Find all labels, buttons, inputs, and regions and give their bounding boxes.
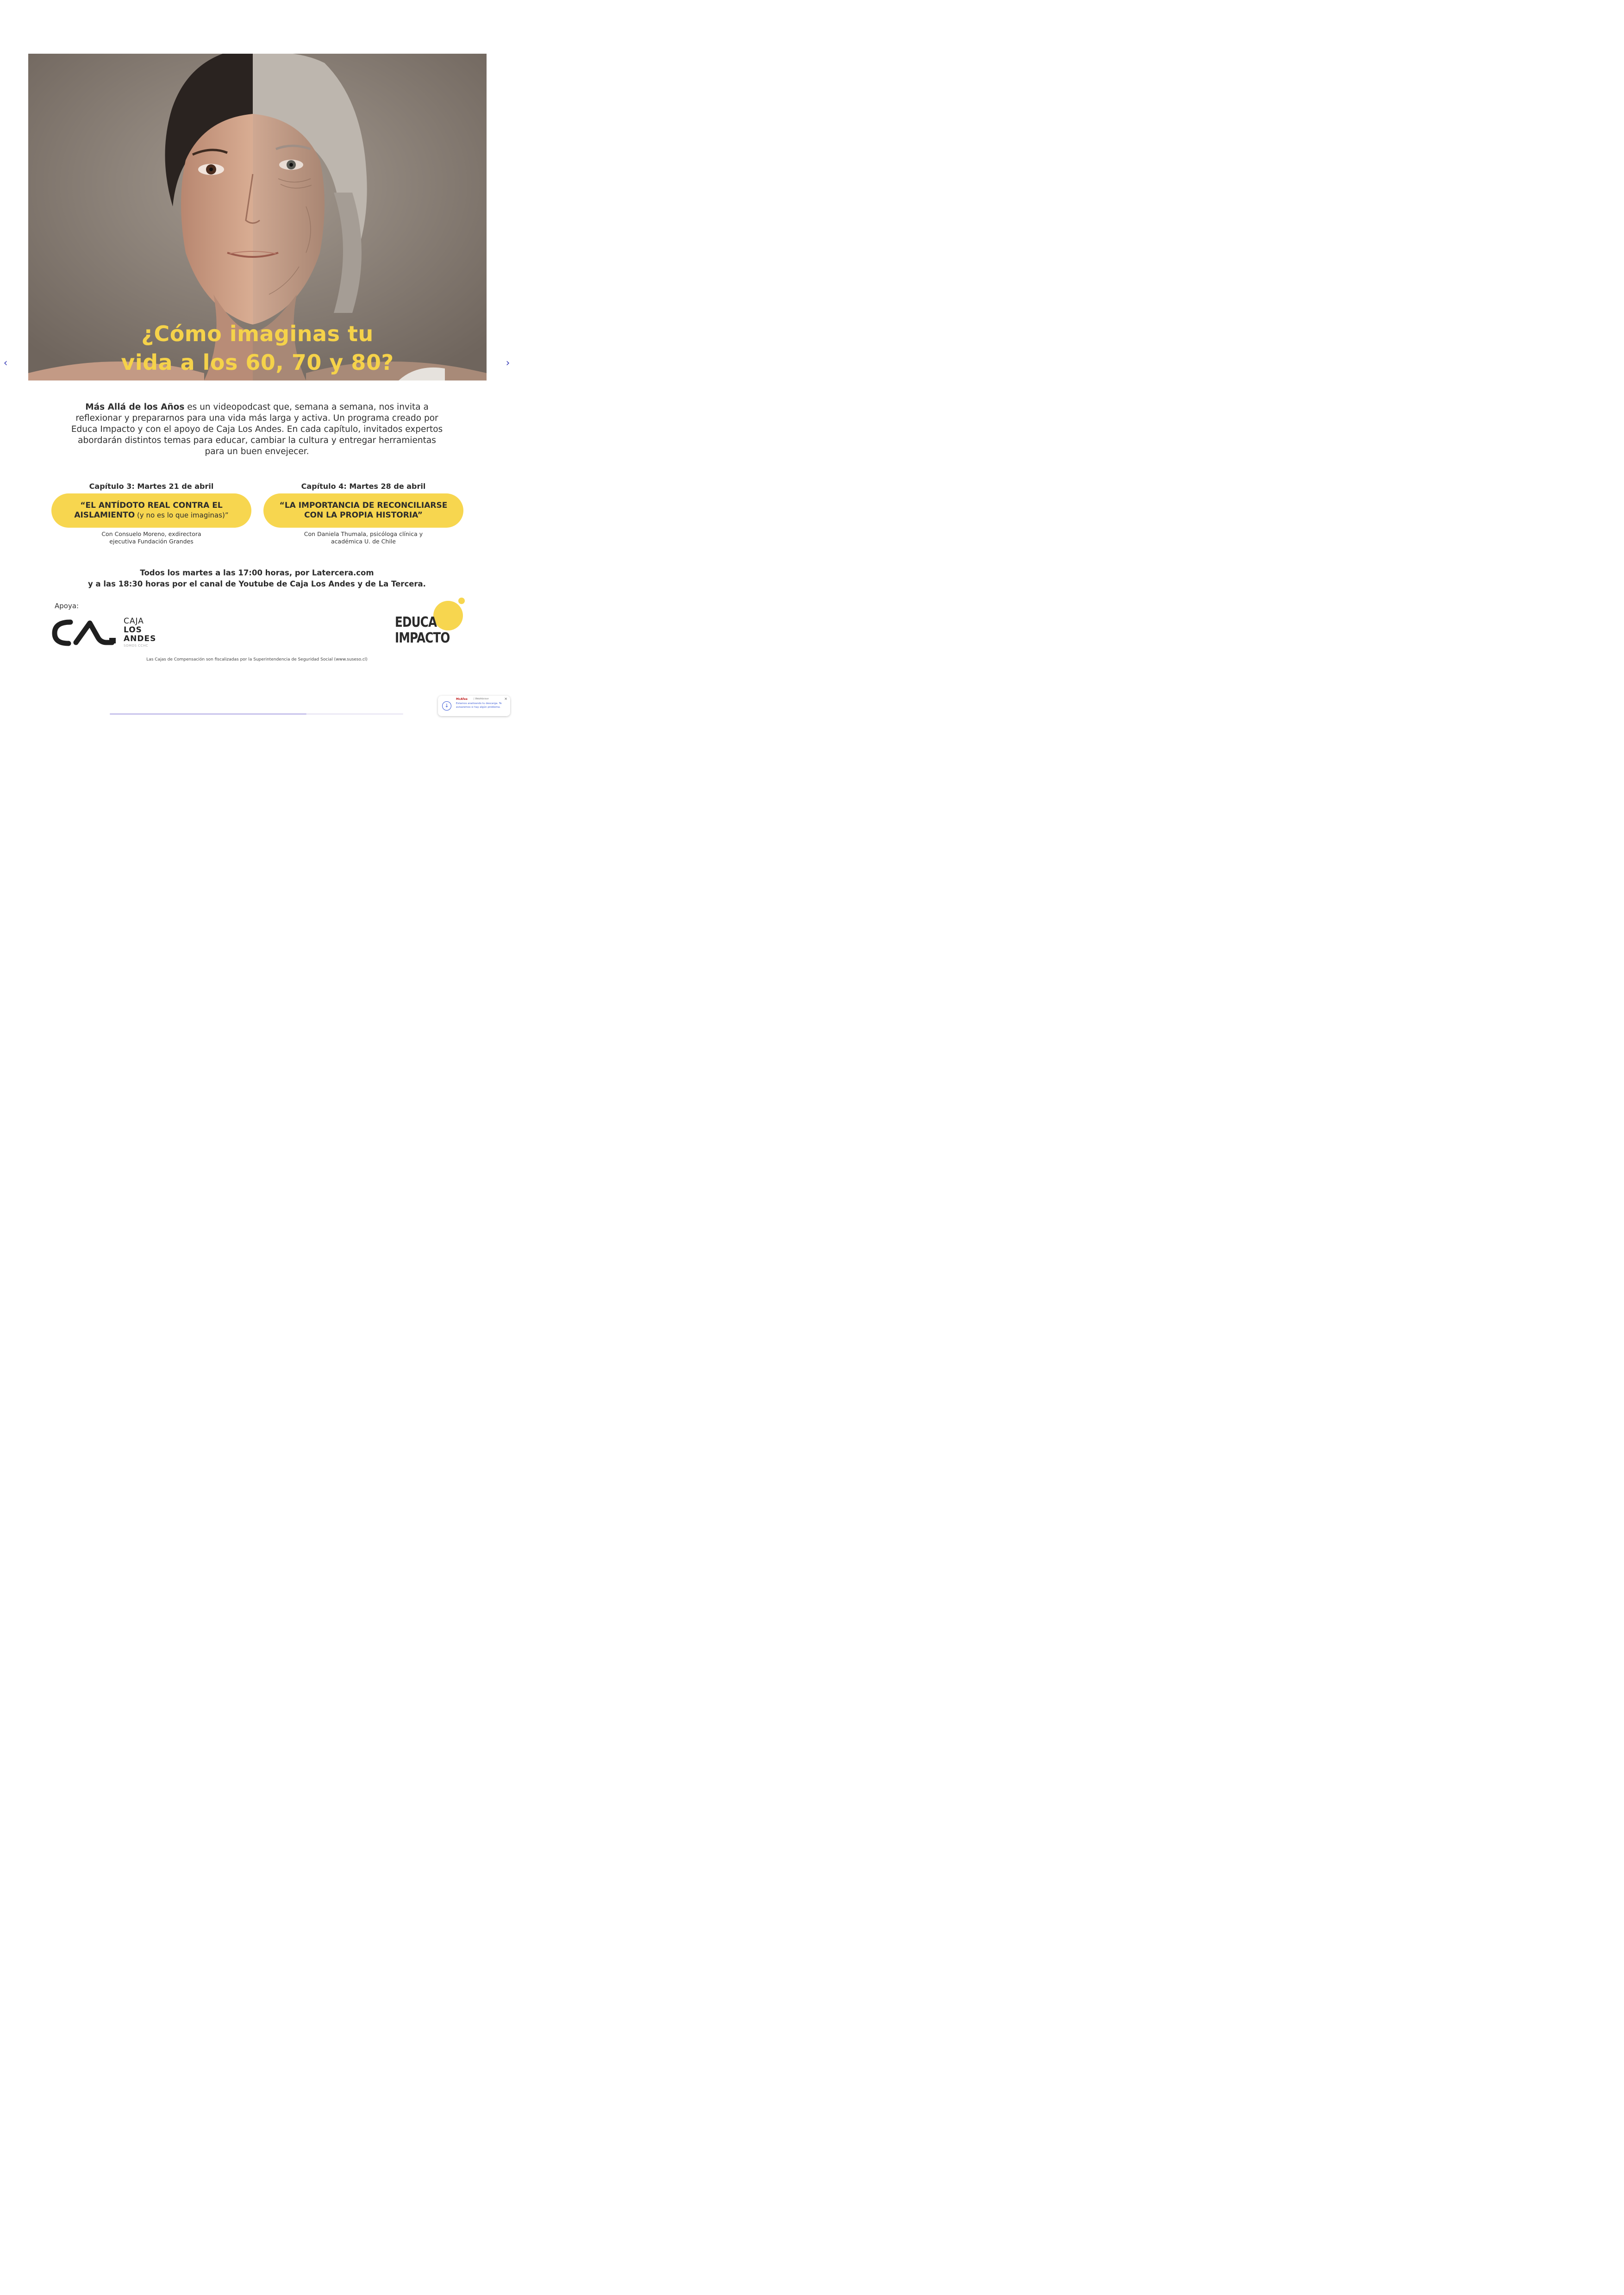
andes-line: ANDES <box>124 634 156 643</box>
caja-line: CAJA <box>124 617 144 626</box>
chapter-title-line2: AISLAMIENTO <box>74 511 135 520</box>
chapter-title-line2: CON LA PROPIA HISTORIA” <box>304 511 423 520</box>
chapter-date: Capítulo 3: Martes 21 de abril <box>89 482 214 491</box>
schedule-line1: Todos los martes a las 17:00 horas, por Latercera.com <box>140 568 374 577</box>
podcast-name: Más Allá de los Años <box>85 402 185 412</box>
chapter-guest-line2: ejecutiva Fundación Grandes <box>109 538 194 545</box>
disclaimer: Las Cajas de Compensación son fiscalizadas por la Superintendencia de Seguridad Social (www.suseso.cl) <box>146 657 368 662</box>
schedule-line2: y a las 18:30 horas por el canal de Youtube de Caja Los Andes y de La Tercera. <box>88 580 426 588</box>
download-icon: ↓ <box>442 701 451 711</box>
hero-title-line1: ¿Cómo imaginas tu <box>141 321 374 346</box>
educa-impacto-wordmark <box>395 615 450 646</box>
chapter-title-subtitle: (y no es lo que imaginas)” <box>135 511 229 519</box>
intro-text: es un videopodcast que, semana a semana, nos invita a reflexionar y prepararnos para una vida más larga y activa. Un programa creado por Educa Impacto y con el apoyo de Caja Los Andes. En cada capítulo, invitados expertos abordarán distintos temas para educar, cambiar la cultura y entregar herramientas para un buen envejecer. <box>71 402 443 456</box>
chevron-left-icon[interactable]: ‹ <box>3 357 8 369</box>
chapter-title-pill <box>51 493 251 528</box>
mcafee-brand: McAfee <box>456 698 468 701</box>
mcafee-download-toast[interactable] <box>438 696 510 716</box>
chapter-title-pill <box>263 493 463 528</box>
hero-title-line2: vida a los 60, 70 y 80? <box>121 350 394 375</box>
hero-title <box>28 319 487 377</box>
hero-banner <box>28 54 487 380</box>
somos-line: SOMOS CCHC <box>124 644 149 648</box>
chapter-3-card <box>51 481 251 545</box>
chapter-date: Capítulo 4: Martes 28 de abril <box>301 482 426 491</box>
chapter-guest-line2: académica U. de Chile <box>331 538 396 545</box>
chapter-title-line1: “EL ANTÍDOTO REAL CONTRA EL <box>80 501 223 510</box>
scroll-progress-track[interactable] <box>110 713 403 715</box>
sponsor-label: Apoya: <box>55 602 79 610</box>
chapter-title-line1: “LA IMPORTANCIA DE RECONCILIARSE <box>279 501 448 510</box>
chapter-guest-line1: Con Daniela Thumala, psicóloga clínica y <box>304 530 423 537</box>
chapter-guest <box>263 530 463 545</box>
chapter-guest <box>51 530 251 545</box>
caja-los-andes-wordmark <box>124 617 156 648</box>
mcafee-subtitle: | WebAdvisor <box>474 698 489 700</box>
close-icon[interactable]: × <box>504 697 507 701</box>
chapter-4-card <box>263 481 463 545</box>
scroll-progress-fill <box>110 713 306 715</box>
impacto-line: IMPACTO <box>395 630 450 646</box>
educa-line: EDUCA <box>395 614 437 630</box>
schedule-text <box>69 568 444 590</box>
chapter-guest-line1: Con Consuelo Moreno, exdirectora <box>101 530 201 537</box>
intro-paragraph <box>69 402 444 457</box>
chevron-right-icon[interactable]: › <box>506 357 510 369</box>
mcafee-message: Estamos analizando tu descarga. Te avisaremos si hay algún problema. <box>456 702 502 709</box>
los-line: LOS <box>124 625 142 635</box>
